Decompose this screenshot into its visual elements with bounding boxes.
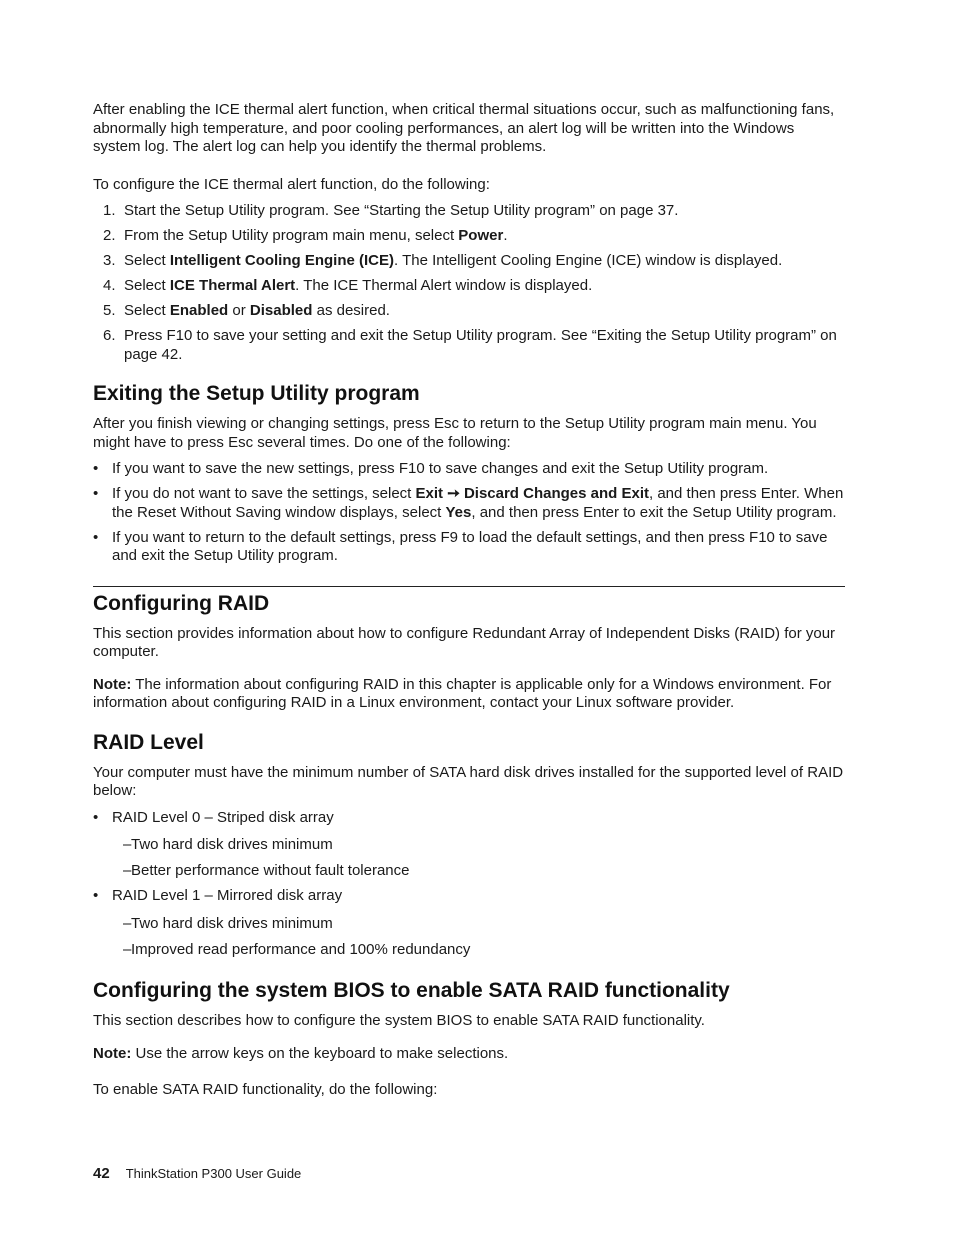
raid-note: Note: The information about configuring RAID in this chapter is applicable only for a Windows environment. For information about configuring RAID in a Linux environment, contact your Linux software provider. bbox=[93, 675, 832, 711]
intro-instructions: To configure the ICE thermal alert function, do the following: bbox=[93, 175, 490, 193]
exiting-paragraph: After you finish viewing or changing settings, press Esc to return to the Setup Utility program main menu. You might have to press Esc several times. Do one of the following: bbox=[93, 415, 817, 451]
list-item: • If you want to save the new settings, press F10 to save changes and exit the Setup Utility program. bbox=[93, 460, 769, 477]
list-item: 6. Press F10 to save your setting and exit the Setup Utility program. See “Exiting the Setup Utility program” on page 42. bbox=[103, 327, 837, 363]
list-item: • RAID Level 1 – Mirrored disk array – Two hard disk drives minimum – Improved read performance and 100% redundancy bbox=[93, 887, 845, 959]
exiting-options-list bbox=[93, 460, 845, 566]
bios-note: Note: Use the arrow keys on the keyboard to make selections. bbox=[93, 1044, 509, 1062]
list-item: • If you do not want to save the settings, select Exit ➙ Discard Changes and Exit, and then press Enter. When the Reset Without Saving window displays, select Yes, and then press Enter to exit the Setup Utility program. bbox=[93, 485, 844, 521]
list-item: – Better performance without fault tolerance bbox=[123, 862, 410, 879]
list-item: 3. Select Intelligent Cooling Engine (ICE). The Intelligent Cooling Engine (ICE) window is displayed. bbox=[103, 252, 783, 269]
list-item: 4. Select ICE Thermal Alert. The ICE Thermal Alert window is displayed. bbox=[103, 277, 593, 294]
steps-list bbox=[93, 202, 845, 364]
page-content bbox=[93, 101, 845, 1100]
section-heading-exiting: Exiting the Setup Utility program bbox=[93, 382, 420, 405]
document-title: ThinkStation P300 User Guide bbox=[125, 1166, 302, 1181]
section-divider bbox=[93, 586, 845, 587]
raid-level-list bbox=[93, 809, 845, 960]
list-item: – Improved read performance and 100% redundancy bbox=[123, 940, 471, 958]
section-heading-bios: Configuring the system BIOS to enable SATA RAID functionality bbox=[93, 979, 730, 1002]
sub-list bbox=[112, 915, 845, 960]
bios-instructions: To enable SATA RAID functionality, do the following: bbox=[93, 1081, 438, 1098]
list-item: • If you want to return to the default settings, press F9 to load the default settings, and then press F10 to save and exit the Setup Utility program. bbox=[93, 528, 828, 564]
section-heading-raid-level: RAID Level bbox=[93, 730, 204, 754]
list-item: • RAID Level 0 – Striped disk array – Two hard disk drives minimum – Better performance without fault tolerance bbox=[93, 809, 845, 881]
page-number: 42 bbox=[93, 1165, 110, 1182]
sub-list bbox=[112, 836, 845, 881]
bios-paragraph: This section describes how to configure the system BIOS to enable SATA RAID functionality. bbox=[93, 1012, 705, 1029]
section-heading-raid: Configuring RAID bbox=[93, 591, 270, 615]
list-item: – Two hard disk drives minimum bbox=[123, 914, 333, 932]
list-item: 1. Start the Setup Utility program. See “Starting the Setup Utility program” on page 37. bbox=[103, 202, 679, 219]
raid-level-paragraph: Your computer must have the minimum number of SATA hard disk drives installed for the supported level of RAID below: bbox=[93, 763, 844, 799]
page-footer bbox=[93, 1165, 301, 1182]
list-item: 2. From the Setup Utility program main menu, select Power. bbox=[103, 227, 508, 244]
list-item: 5. Select Enabled or Disabled as desired. bbox=[103, 302, 390, 319]
intro-paragraph: After enabling the ICE thermal alert function, when critical thermal situations occur, such as malfunctioning fans, abnormally high temperature, and poor cooling performances, an alert log will be written into the Windows system log. The alert log can help you identify the thermal problems. bbox=[93, 101, 835, 155]
raid-paragraph: This section provides information about how to configure Redundant Array of Independent Disks (RAID) for your computer. bbox=[93, 624, 836, 660]
list-item: – Two hard disk drives minimum bbox=[123, 836, 333, 853]
